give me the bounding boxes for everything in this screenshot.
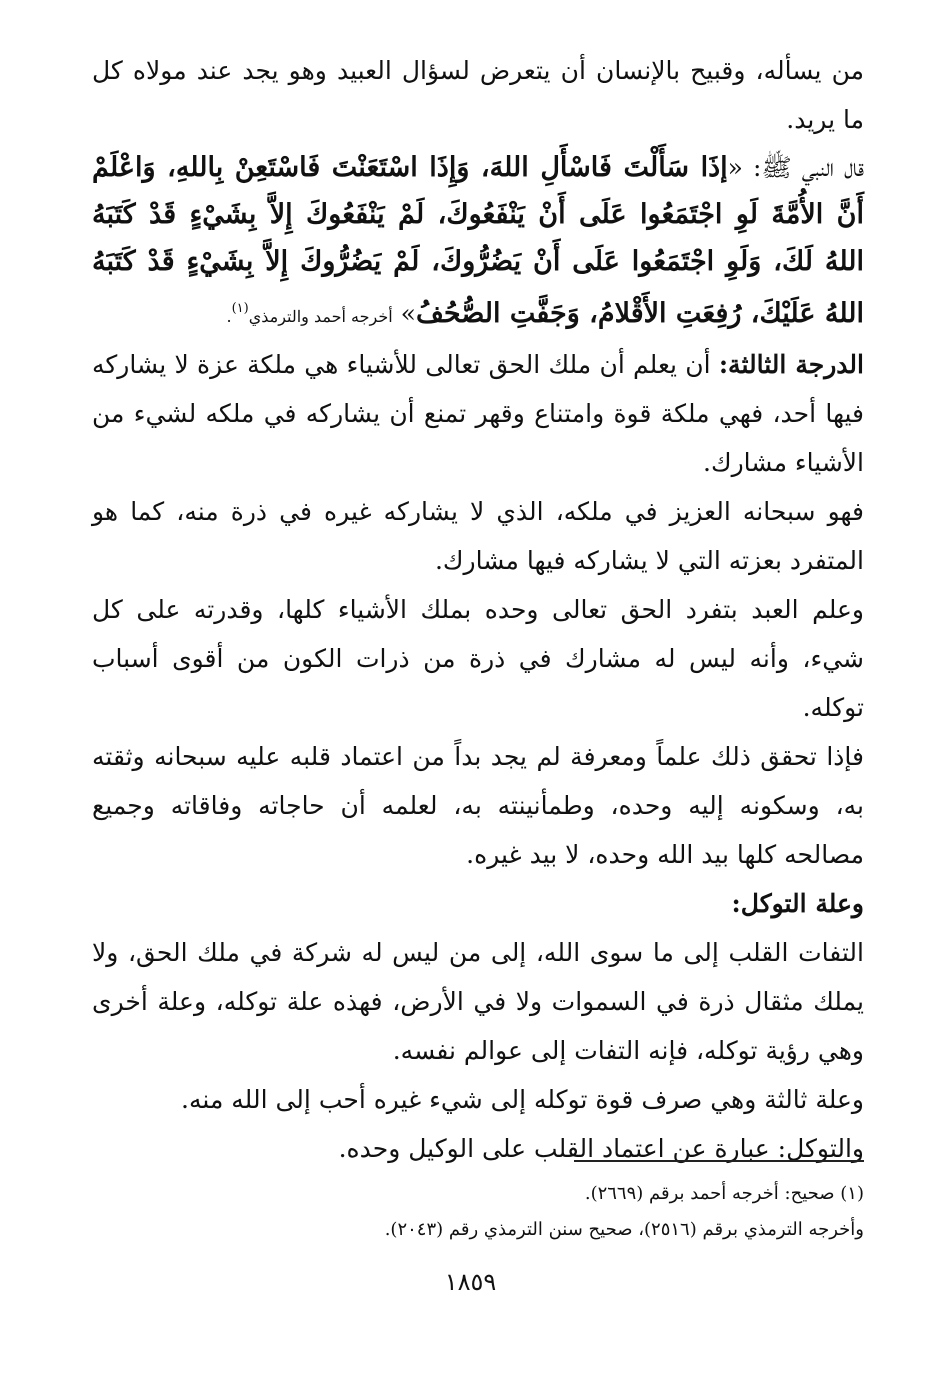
hadith-text: إذَا سَأَلْتَ فَاسْأَلِ اللهَ، وَإِذَا اسْتَعَنْتَ فَاسْتَعِنْ بِاللهِ، وَاعْلَمْ أَنَّ الأُمَّةَ لَوِ اجْتَمَعُوا عَلَى أَنْ يَنْفَعُوكَ، لَمْ يَنْفَعُوكَ إِلاَّ بِشَيْءٍ قَدْ كَتَبَهُ اللهُ لَكَ، وَلَوِ اجْتَمَعُوا عَلَى أَنْ يَضُرُّوكَ، لَمْ يَضُرُّوكَ إِلاَّ بِشَيْءٍ قَدْ كَتَبَهُ اللهُ عَلَيْكَ، رُفِعَتِ الأَقْلامُ، وَجَفَّتِ الصُّحُفُ [92,152,864,329]
hadith-source: أخرجه أحمد والترمذي [248,307,393,326]
paragraph-5: وعلم العبد بتفرد الحق تعالى وحده بملك الأشياء كلها، وقدرته على كل شيء، وأنه ليس له مشارك في ذرة من ذرات الكون من أقوى أسباب توكله. [92,595,864,722]
paragraph-9: والتوكل: عبارة عن اعتماد القلب على الوكيل وحده. [338,1134,864,1163]
hadith-close: » [392,299,416,328]
hadith-quote [92,144,864,340]
footnote-2: وأخرجه الترمذي برقم (٢٥١٦)، صحيح سنن الترمذي رقم (٢٠٤٣). [384,1219,864,1240]
footnote-ref: (١) [231,301,249,316]
hadith-intro: قال النبي ﷺ: « [727,153,864,182]
paragraph-7: التفات القلب إلى ما سوى الله، إلى من ليس له شركة في ملك الحق، ولا يملك مثقال ذرة في السموات ولا في الأرض، فهذه علة توكله، وعلة أخرى وهي رؤية توكله، فإنه التفات إلى عوالم نفسه. [92,938,864,1065]
third-degree-heading: الدرجة الثالثة: [718,350,864,379]
third-degree-text: أن يعلم أن ملك الحق تعالى للأشياء هي ملكة عزة لا يشاركه فيها أحد، فهي ملكة قوة وامتناع وقهر تمنع أن يشاركه في ملكه لشيء من الأشياء مشارك. [92,350,864,477]
footnote-divider [574,1160,864,1162]
page-number: ١٨٥٩ [444,1268,497,1296]
paragraph-4: فهو سبحانه العزيز في ملكه، الذي لا يشاركه غيره في ذرة منه، كما هو المتفرد بعزته التي لا يشاركه فيها مشارك. [92,497,864,575]
footnote-1: (١) صحيح: أخرجه أحمد برقم (٢٦٦٩). [584,1183,864,1204]
paragraph-third-degree [92,340,864,487]
paragraph-intro: من يسأله، وقبيح بالإنسان أن يتعرض لسؤال العبيد وهو يجد عند مولاه كل ما يريد. [92,56,864,134]
paragraph-6: فإذا تحقق ذلك علماً ومعرفة لم يجد بداً من اعتماد قلبه عليه سبحانه وثقته به، وسكونه إليه وحده، وطمأنينته به، لعلمه أن حاجاته وفاقاته وجميع مصالحه كلها بيد الله وحده، لا بيد غيره. [92,742,864,869]
section-heading-tawakkul-defect: وعلة التوكل: [731,889,864,918]
paragraph-8: وعلة ثالثة وهي صرف قوة توكله إلى شيء غيره أحب إلى الله منه. [181,1085,864,1114]
page-body [92,46,864,1173]
hadith-end: . [226,307,232,326]
footnotes [92,1176,864,1248]
